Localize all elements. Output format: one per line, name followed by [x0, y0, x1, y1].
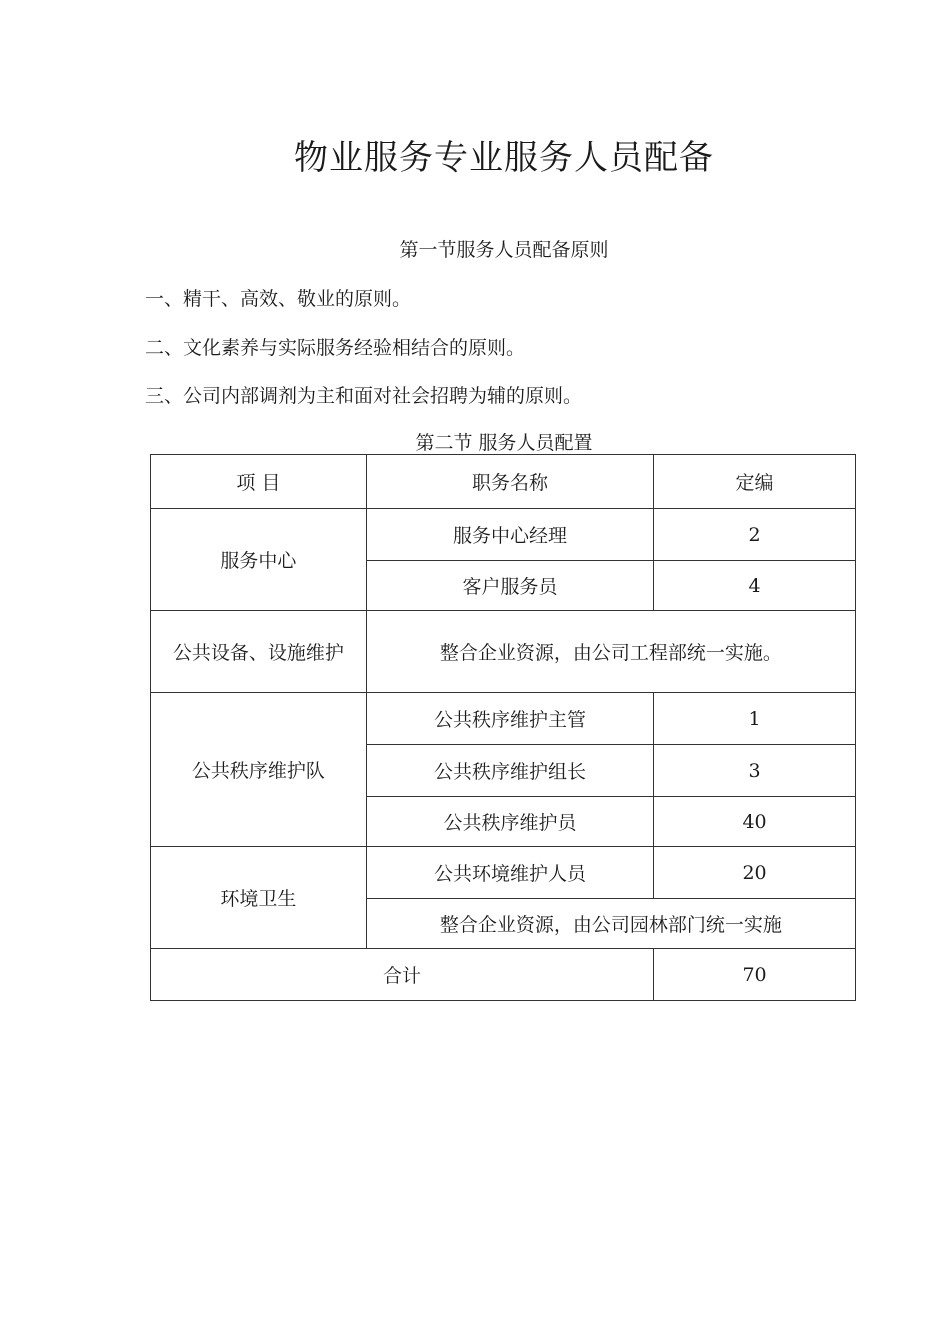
group-item-service-center: 服务中心 — [151, 509, 367, 611]
table-row — [151, 509, 856, 561]
count-cell: 40 — [654, 797, 856, 847]
table-header-row — [151, 455, 856, 509]
group-note-cell: 整合企业资源，由公司工程部统一实施。 — [366, 611, 855, 693]
table-total-row — [151, 949, 856, 1001]
staffing-table — [150, 454, 856, 1001]
table-row — [151, 847, 856, 899]
total-label: 合计 — [151, 949, 654, 1001]
principle-3: 三、公司内部调剂为主和面对社会招聘为辅的原则。 — [145, 385, 583, 407]
principle-1: 一、精干、高效、敬业的原则。 — [145, 288, 412, 310]
table-row — [151, 611, 856, 693]
header-position: 职务名称 — [366, 455, 653, 509]
group-item-order-team: 公共秩序维护队 — [151, 693, 367, 847]
position-cell: 公共秩序维护组长 — [366, 745, 653, 797]
header-item: 项 目 — [151, 455, 367, 509]
group-item-sanitation: 环境卫生 — [151, 847, 367, 949]
count-cell: 1 — [654, 693, 856, 745]
position-cell: 服务中心经理 — [366, 509, 653, 561]
count-cell: 3 — [654, 745, 856, 797]
document-title: 物业服务专业服务人员配备 — [294, 138, 714, 178]
principle-2: 二、文化素养与实际服务经验相结合的原则。 — [145, 337, 526, 359]
position-cell: 公共环境维护人员 — [366, 847, 653, 899]
count-cell: 2 — [654, 509, 856, 561]
position-cell: 客户服务员 — [366, 561, 653, 611]
section2-heading: 第二节 服务人员配置 — [415, 432, 593, 454]
position-cell: 公共秩序维护员 — [366, 797, 653, 847]
table-row — [151, 693, 856, 745]
section1-heading: 第一节服务人员配备原则 — [399, 239, 609, 261]
count-cell: 20 — [654, 847, 856, 899]
group-item-facility-maintenance: 公共设备、设施维护 — [151, 611, 367, 693]
position-cell: 公共秩序维护主管 — [366, 693, 653, 745]
group-note-cell: 整合企业资源，由公司园林部门统一实施 — [366, 899, 855, 949]
header-count: 定编 — [654, 455, 856, 509]
total-value: 70 — [654, 949, 856, 1001]
count-cell: 4 — [654, 561, 856, 611]
